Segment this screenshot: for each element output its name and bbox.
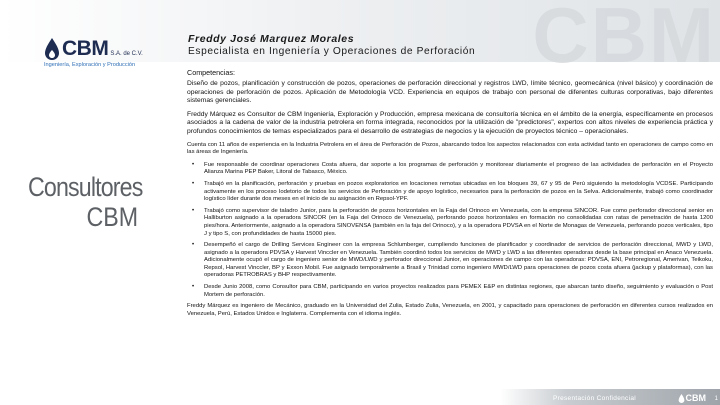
footer-drop-icon bbox=[678, 394, 685, 403]
logo-suffix: S.A. de C.V. bbox=[110, 51, 143, 57]
bullet-text: Fue responsable de coordinar operaciones Costa afuera, dar soporte a los programas de perforación y monitorear diariamente el progreso de las actividades de perforación en el Proyecto Alianza Marina PEP Baker, Litoral de Tabasco, México. bbox=[204, 161, 713, 176]
bullet-text: Desde Junio 2008, como Consultor para CBM, participando en varios proyectos realizados para PEMEX E&P en distintas regiones, que abarcan tanto diseño, seguimiento y evaluación o Post Mortem de perforación. bbox=[204, 284, 713, 298]
cbm-watermark: CBM bbox=[532, 0, 716, 79]
bullet-icon: • bbox=[192, 284, 195, 291]
bullet-icon: • bbox=[192, 161, 195, 168]
experience-list bbox=[187, 162, 713, 300]
page-number: 1 bbox=[714, 396, 718, 402]
bullet-icon: • bbox=[192, 207, 195, 214]
consultores-brand bbox=[28, 172, 168, 232]
list-item bbox=[187, 162, 713, 177]
intro-paragraph: Freddy Márquez es Consultor de CBM Ingeniería, Exploración y Producción, empresa mexicana de consultoría técnica en el ámbito de la energía, específicamente en procesos asociados a la cadena de valor de la industria petrolera en forma integrada, reconocidos por la utilización de "predictores", expertos con altos niveles de experiencia práctica y profundos conocimientos de temas especializados para el desarrollo de estrategias de negocios y la ejecución de proyectos técnico – operacionales. bbox=[187, 110, 713, 135]
logo-tagline: Ingeniería, Exploración y Producción bbox=[44, 62, 136, 68]
bullet-icon: • bbox=[192, 242, 195, 249]
profile-header bbox=[188, 33, 475, 57]
bullet-icon: • bbox=[192, 180, 195, 187]
list-item bbox=[187, 284, 713, 299]
bullet-text: Desempeñó el cargo de Drilling Services Engineer con la empresa Schlumberger, cumpliendo funciones de planificador y coordinador de servicios de perforación direccional, MWD y LWD, asignado a la operadora PDVSA y Harvest Vinccler en Venezuela. También coordinó todos los servicios de MWD y LWD a las diferentes operadoras desde la base principal en Anaco Venezuela. Adicionalmente ocupó el cargo de ingeniero senior de MWD/LWD y perforador direccional Junior, en operaciones de campo con las operadoras: PDVSA, ENI, Petroregional, Amerivan, Teikoku, Repsol, Harvest Vinccler, BP y Exxon Mobil. Fue asignado temporalmente a Brasil y Trinidad como ingeniero MWD/LWD para operaciones de pozos costa afuera (jackup y plataformas), con las operadoras PETROBRAS y BHP respectivamente. bbox=[204, 242, 713, 279]
competencias-paragraph: Diseño de pozos, planificación y construcción de pozos, operaciones de perforación direccional y registros LWD, límite técnico, geomecánica (nivel básico) y coordinación de operaciones de perforación de pozos. Aplicación de Metodología VCD. Experiencia en equipos de trabajo con personal de diferentes culturas corporativas, bajo diferentes sistemas gerenciales. bbox=[187, 80, 713, 105]
profile-content bbox=[187, 66, 713, 323]
brand-line-consultores: Consultores bbox=[28, 172, 143, 202]
company-logo bbox=[44, 38, 164, 68]
person-name: Freddy José Marquez Morales bbox=[188, 33, 355, 45]
competencias-heading: Competencias: bbox=[187, 68, 235, 77]
bullet-text: Trabajó en la planificación, perforación y pruebas en pozos exploratorios en locaciones remotas ubicadas en los bloques 39, 67 y 95 de Perú siguiendo la metodología VCDSE. Participando activamente en los proceso Iodetorio de todos los servicios de Perforación y de apoyo logístico, necesarios para la perforación de pozos en la Selva. Adicionalmente, trabajó como coordinador logístico líder durante dos meses en el inicio de su asignación en Repsol-YPF. bbox=[204, 180, 713, 203]
footer-logo-text: CBM bbox=[685, 393, 706, 403]
footer-logo bbox=[678, 393, 707, 403]
brand-line-cbm: CBM bbox=[86, 202, 139, 232]
drop-logo-icon bbox=[44, 38, 60, 60]
bullet-text: Trabajó como supervisor de taladro Junior, para la perforación de pozos horizontales en la Faja del Orinoco en Venezuela, con la empresa SINCOR. Fue como perforador direccional senior en Halliburton asignado a la operadora SINCOR (en la Faja del Orinoco de Venezuela), perforando pozos horizontales en formación no consolidadas con ratas de penetración de hasta 1200 pies/hora. Anteriormente, asignado a la operadora SINOVENSA (también en la faja del Orinoco), y a la operadora PDVSA en el Norte de Monagas de Venezuela, perforando pozos verticales, tipo J y tipo S, con profundidades de hasta 15000 pies. bbox=[204, 207, 713, 237]
logo-name: CBM bbox=[62, 37, 109, 60]
list-item bbox=[187, 208, 713, 238]
confidential-label: Presentación Confidencial bbox=[552, 395, 636, 402]
experience-paragraph: Cuenta con 11 años de experiencia en la Industria Petrolera en el área de Perforación de Pozos, abarcando todos los aspectos relacionados con esta actividad tanto en operaciones de campo como en las áreas de Ingeniería. bbox=[187, 141, 713, 156]
footer bbox=[0, 389, 720, 405]
person-title: Especialista en Ingeniería y Operaciones de Perforación bbox=[188, 46, 476, 57]
education-paragraph: Freddy Márquez es ingeniero de Mecánico, graduado en la Universidad del Zulia, Estado Zulia, Venezuela, en 2001, y capacitado para operaciones de perforación en diferentes cursos realizados en Venezuela, Perú, Estados Unidos e Inglaterra. Complementa con el idioma inglés. bbox=[187, 303, 713, 317]
list-item bbox=[187, 242, 713, 280]
list-item bbox=[187, 181, 713, 204]
